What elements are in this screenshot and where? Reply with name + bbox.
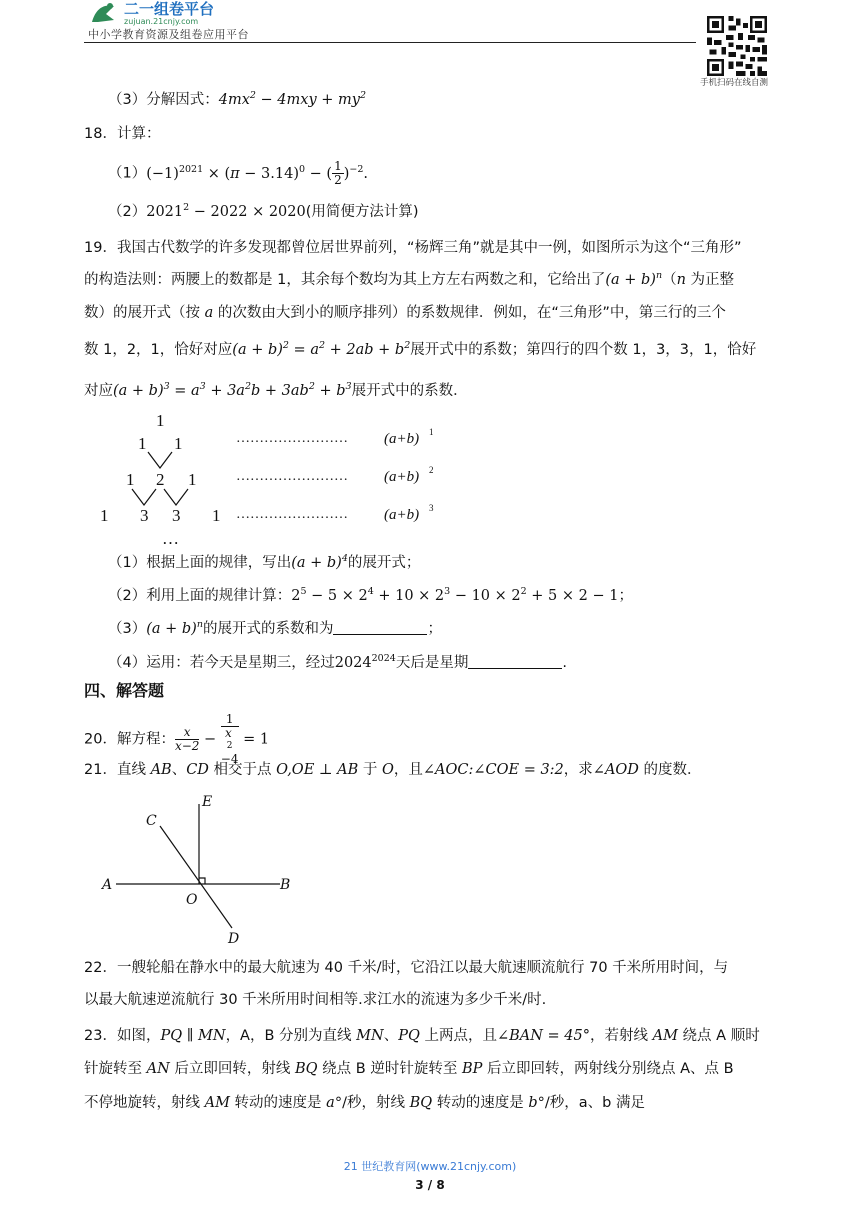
yanghui-triangle-figure [90, 404, 450, 552]
q18-part2: $(2)2021^2 - 2022 \times 2020$(用简便方法计算) [108, 202, 419, 220]
q20: 20．解方程： $\frac{x}{x-2}$ − 1 x 2 −4 = 1 [84, 712, 270, 766]
tri-r4-3: 1 [212, 506, 221, 525]
tri-r3-0: 1 [126, 470, 135, 489]
angle-figure [96, 790, 306, 950]
logo-text: 二一组卷平台 [124, 0, 215, 18]
q21-text: 21．直线 AB、CD 相交于点 O,OE ⊥ AB 于 O，且∠AOC:∠COE = 3:2，求∠AOD 的度数． [84, 762, 702, 778]
label-E: E [202, 794, 213, 810]
q18-title: 18．计算： [84, 126, 161, 142]
tri-connector [132, 489, 156, 505]
tri-connector [164, 489, 188, 505]
q19-line2: 的构造法则：两腰上的数都是 1，其余每个数均为其上方左右两数之和，它给出了$(a + b)^n(n$ 为正整 [84, 270, 735, 288]
binomial-label-3: (a+b) [384, 507, 420, 523]
line-cd [160, 826, 232, 928]
q23-line1: 23．如图，PQ ∥ MN，A，B 分别为直线 MN、PQ 上两点，且∠BAN = 45°，若射线 AM 绕点 A 顺时 [84, 1028, 760, 1044]
tri-connector [148, 452, 172, 468]
dots-row2: …………………… [236, 469, 348, 484]
tri-ellipsis: … [162, 529, 179, 548]
label-D: D [228, 931, 240, 947]
footer-site-link[interactable]: 21 世纪教育网(www.21cnjy.com) [343, 1160, 517, 1173]
page-number: 3 / 8 [415, 1178, 445, 1192]
q19-part3: $(3)(a + b)^n$的展开式的系数和为 ； [108, 619, 442, 637]
binomial-exp-3: 3 [429, 503, 434, 513]
label-A: A [102, 877, 113, 893]
tri-r3-2: 1 [188, 470, 197, 489]
answer-blank-4[interactable] [468, 654, 562, 669]
qr-code-icon[interactable] [707, 16, 767, 76]
logo-url: zujuan.21cnjy.com [124, 17, 199, 26]
dots-row3: …………………… [236, 507, 348, 522]
label-B: B [280, 877, 291, 893]
binomial-exp-2: 2 [429, 465, 434, 475]
qr-caption: 手机扫码在线自测 [700, 78, 769, 88]
tri-r4-2: 3 [172, 506, 181, 525]
q19-line1: 19．我国古代数学的许多发现都曾位居世界前列，“杨辉三角”就是其中一例，如图所示为这个“三角形” [84, 240, 742, 256]
q22-line2: 以最大航速逆流航行 30 千米所用时间相等.求江水的流速为多少千米/时. [84, 992, 547, 1008]
tri-r4-0: 1 [100, 506, 109, 525]
header-divider [84, 42, 696, 43]
section-heading: 四、解答题 [84, 681, 165, 700]
dots-row1: …………………… [236, 431, 348, 446]
binomial-label-1: (a+b) [384, 431, 420, 447]
tri-r2-1: 1 [174, 434, 183, 453]
answer-blank-3[interactable] [333, 620, 427, 635]
q19-part2: （2）利用上面的规律计算：$2^5 - 5 \times 2^4 + 10 \times 2^3 - 10 \times 2^2 + 5 \times 2 - 1$； [108, 586, 633, 604]
label-C: C [146, 813, 157, 829]
tri-r2-0: 1 [138, 434, 147, 453]
binomial-exp-1: 1 [429, 427, 434, 437]
q19-part1: （1）根据上面的规律，写出$(a + b)^4$的展开式； [108, 553, 421, 571]
q17-part3: （3）分解因式：$4mx^2 - 4mxy + my^2$ [108, 90, 367, 108]
site-subtitle: 中小学教育资源及组卷应用平台 [88, 28, 249, 41]
q19-line3: 数）的展开式（按 a 的次数由大到小的顺序排列）的系数规律．例如，在“三角形”中，第三行的三个 [84, 305, 726, 321]
q23-line2: 针旋转至 AN 后立即回转，射线 BQ 绕点 B 逆时针旋转至 BP 后立即回转，两射线分别绕点 A、点 B [84, 1061, 734, 1077]
q22-line1: 22．一艘轮船在静水中的最大航速为 40 千米/时，它沿江以最大航速顺流航行 70 千米所用时间，与 [84, 960, 729, 976]
q23-line3: 不停地旋转，射线 AM 转动的速度是 a°/秒，射线 BQ 转动的速度是 b°/秒，a、b 满足 [84, 1095, 645, 1111]
binomial-label-2: (a+b) [384, 469, 420, 485]
q19-part4: （4）运用：若今天是星期三，经过$2024^{2024}$天后是星期 . [108, 653, 567, 671]
q19-line5: 对应$(a + b)^3 = a^3 + 3a^2b + 3ab^2 + b^3$展开式中的系数． [84, 381, 468, 399]
tri-r3-1: 2 [156, 470, 165, 489]
tri-r1-0: 1 [156, 411, 165, 430]
tri-r4-1: 3 [140, 506, 149, 525]
site-logo [84, 0, 274, 26]
q18-part1: $(1)(-1)^{2021} \times (\pi - 3.14)^0$ − ( $\frac{1}{2}$ )$^{-2}$. [108, 159, 369, 187]
q19-line4: 数 1，2，1，恰好对应$(a + b)^2 = a^2 + 2ab + b^2$展开式中的系数；第四行的四个数 1，3，3，1，恰好 [84, 340, 757, 358]
label-O: O [186, 892, 198, 908]
